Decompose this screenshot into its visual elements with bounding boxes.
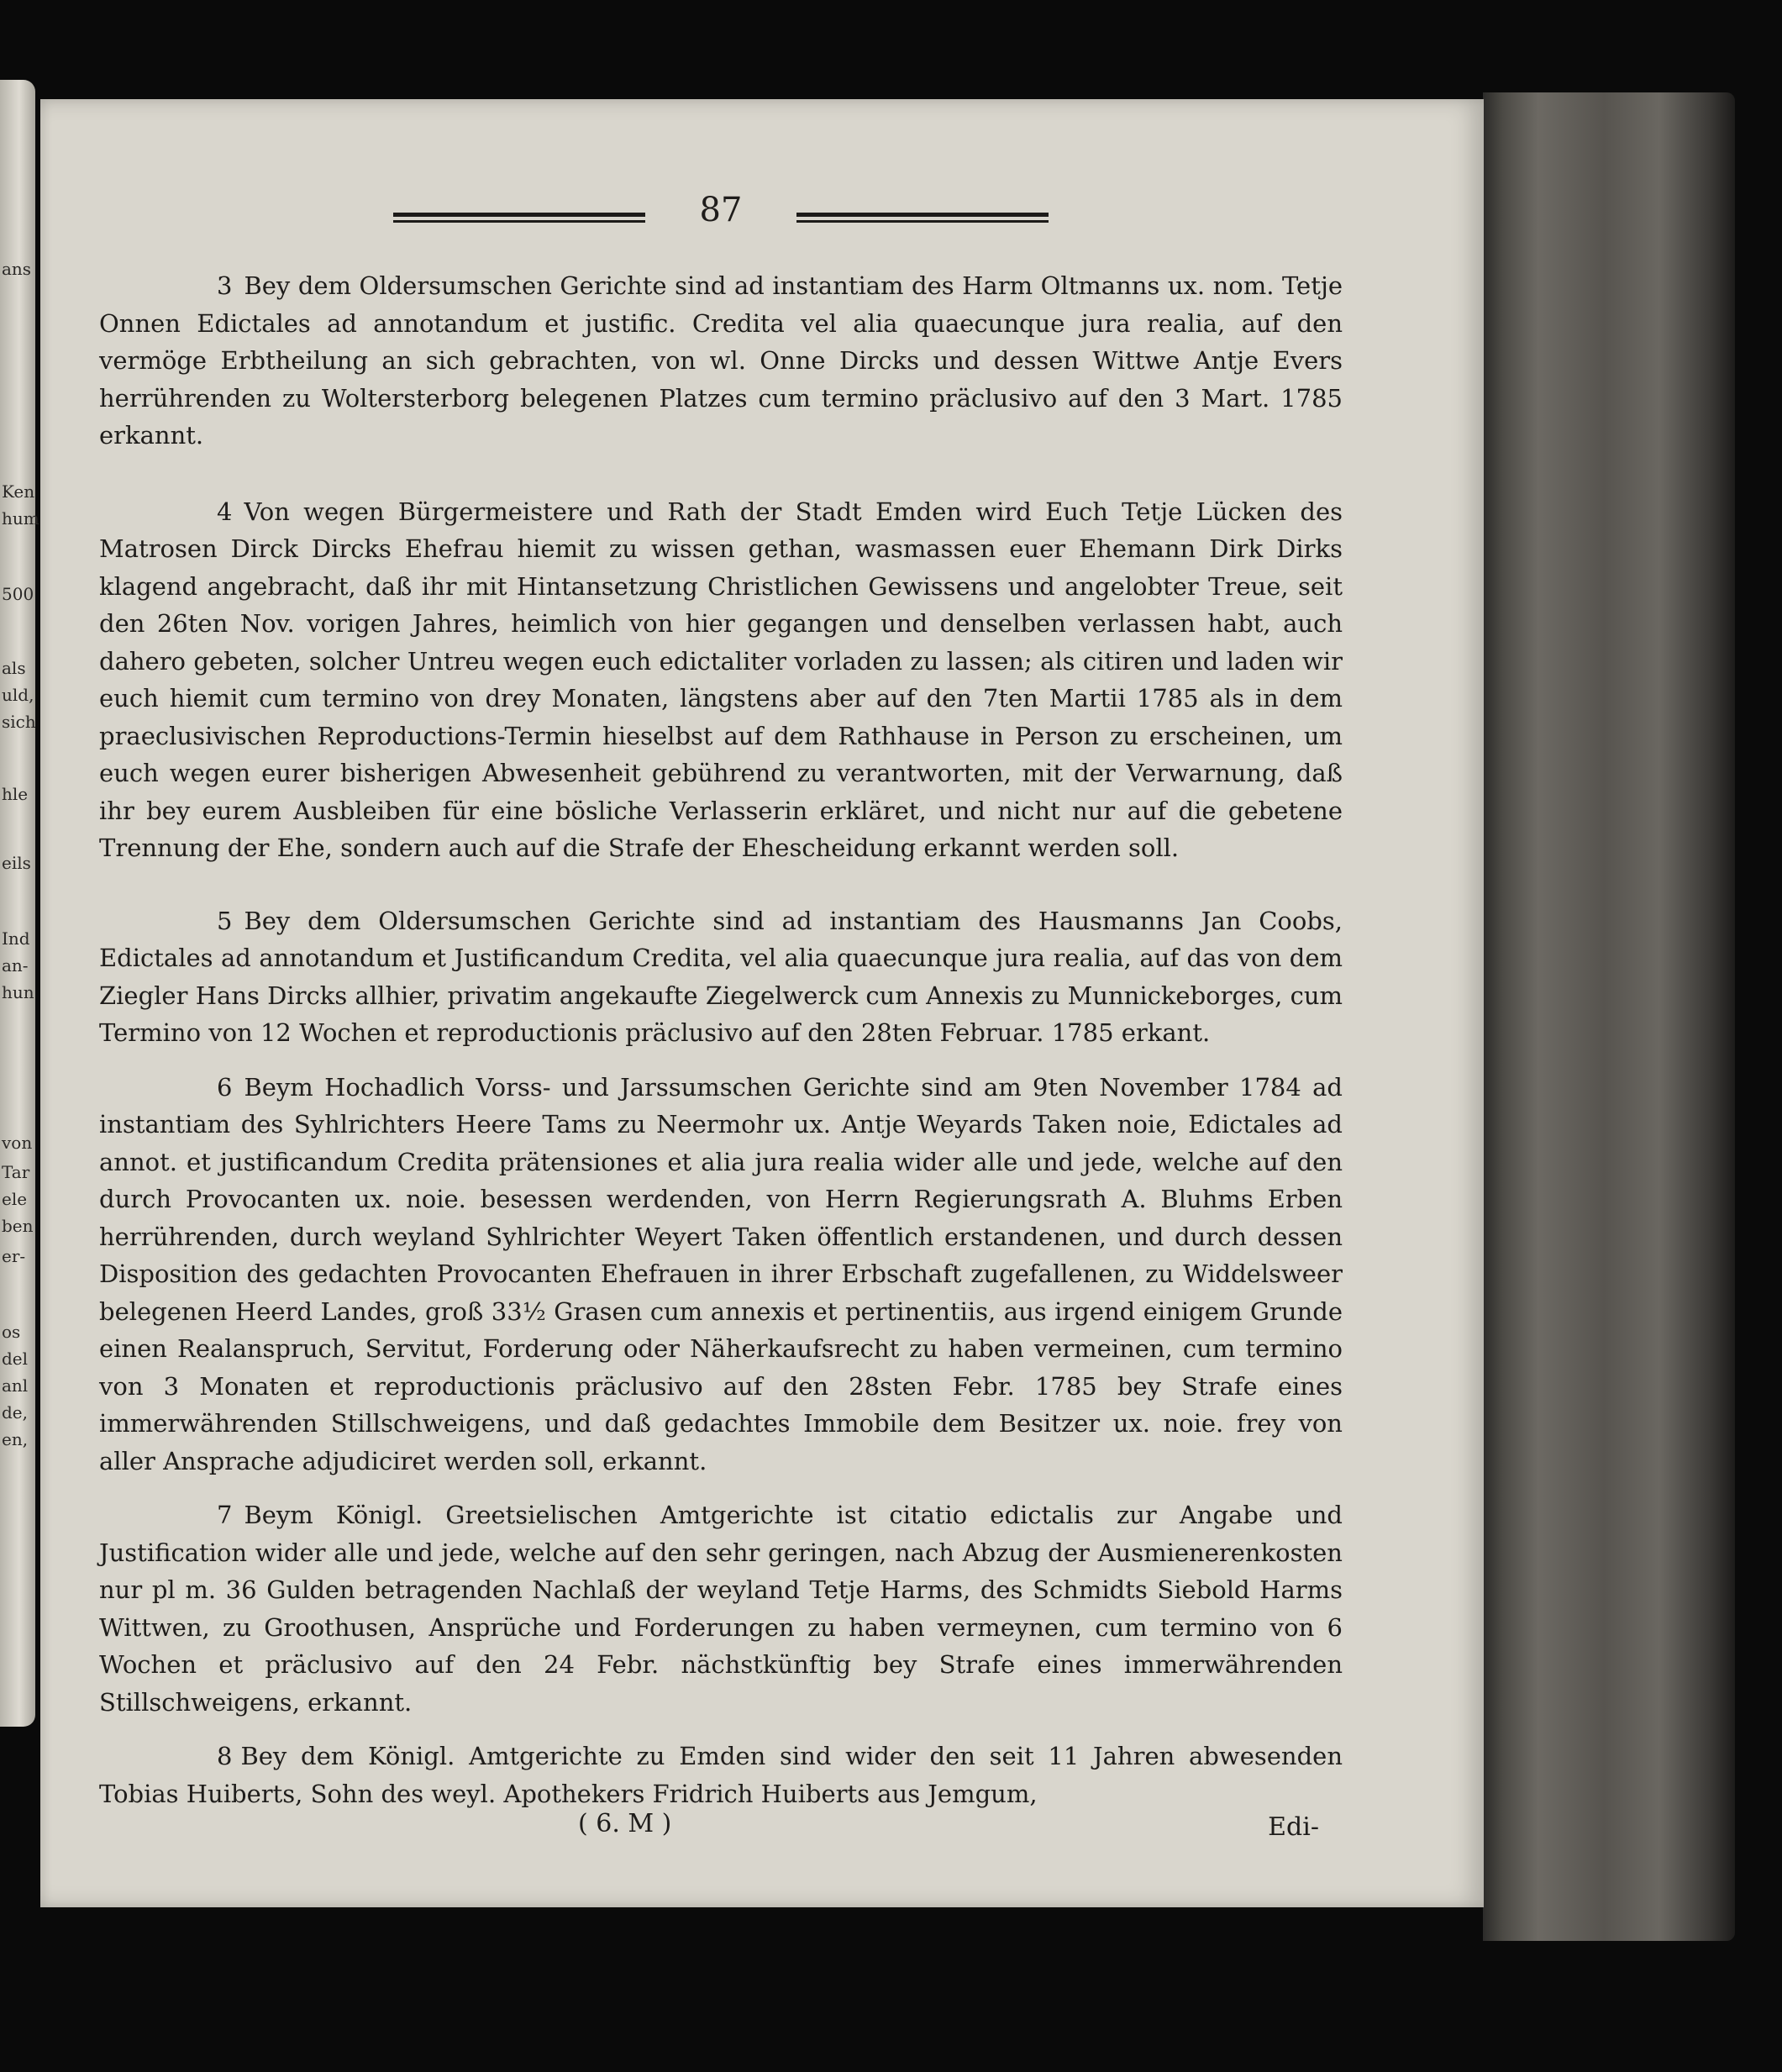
prev-page-fragment: 500 — [2, 584, 34, 604]
prev-page-fragment: eils — [2, 853, 31, 873]
entry-number: 5 — [217, 906, 233, 935]
prev-page-fragment: er- — [2, 1246, 26, 1266]
prev-page-fragment: ele — [2, 1189, 28, 1209]
prev-page-fragment: uld, — [2, 685, 34, 705]
page-footer — [578, 1809, 1334, 1851]
entry-7 — [99, 1496, 1343, 1721]
header-rule-right — [796, 213, 1049, 224]
prev-page-fragment: von — [2, 1133, 33, 1153]
entry-number: 8 — [217, 1742, 233, 1770]
catchword: Edi- — [1268, 1812, 1319, 1842]
prev-page-fragment: ben — [2, 1216, 34, 1236]
prev-page-fragment: ans — [2, 259, 32, 279]
book-spine-edge — [1483, 92, 1735, 1941]
prev-page-fragment: hum — [2, 508, 39, 529]
prev-page-fragment: os — [2, 1322, 21, 1342]
prev-page-fragment: Ken — [2, 481, 35, 502]
prev-page-fragment: en, — [2, 1429, 29, 1449]
prev-page-fragment: hun — [2, 982, 34, 1002]
entry-5 — [99, 902, 1343, 1052]
entry-3 — [99, 267, 1343, 455]
prev-page-fragment: hle — [2, 784, 29, 804]
entry-4 — [99, 493, 1343, 867]
entry-number: 3 — [217, 271, 233, 300]
text-body — [99, 267, 1343, 1812]
page-number: 87 — [699, 191, 743, 229]
entry-text: Von wegen Bürgermeistere und Rath der Stadt Emden wird Euch Tetje Lücken des Matrosen Dirck Dircks Ehefrau hiemit zu wissen gethan, wasmassen euer Ehemann Dirk Dirks klagend angebracht, daß ihr mit Hintansetzung Christlichen Gewissens und angelobter Treue, seit den 26ten Nov. vorigen Jahres, heimlich von hier gegangen und denselben verlassen habt, auch dahero gebeten, solcher Untreu wegen euch edictaliter vorladen zu lassen; als citiren und laden wir euch hiemit cum termino von drey Monaten, längstens aber auf den 7ten Martii 1785 als in dem praeclusivischen Reproductions-Termin hieselbst auf dem Rathhause in Person zu erscheinen, um euch wegen eurer bisherigen Abwesenheit gebührend zu verantworten, mit der Verwarnung, daß ihr bey eurem Ausbleiben für eine bösliche Verlasserin erkläret, und nicht nur auf die gebetene Trennung der Ehe, sondern auch auf die Strafe der Ehescheidung erkannt werden soll. — [99, 497, 1343, 862]
prev-page-fragment: sich — [2, 712, 36, 732]
signature-mark: ( 6. M ) — [578, 1809, 672, 1838]
entry-text: Bey dem Oldersumschen Gerichte sind ad instantiam des Harm Oltmanns ux. nom. Tetje Onnen Edictales ad annotandum et justific. Credita vel alia quaecunque jura realia, auf den vermöge Erbtheilung an sich gebrachten, von wl. Onne Dircks und dessen Wittwe Antje Evers herrührenden zu Woltersterborg belegenen Platzes cum termino präclusivo auf den 3 Mart. 1785 erkannt. — [99, 271, 1343, 450]
entry-8 — [99, 1738, 1343, 1812]
prev-page-fragment: Ind — [2, 928, 30, 949]
prev-page-fragment: del — [2, 1349, 29, 1369]
entry-text: Beym Hochadlich Vorss- und Jarssumschen Gerichte sind am 9ten November 1784 ad instantiam des Syhlrichters Heere Tams zu Neermohr ux. Antje Weyards Taken noie, Edictales ad annot. et justificandum Credita prätensiones et alia jura realia wider alle und jede, welche auf den durch Provocanten ux. noie. besessen werdenden, von Herrn Regierungsrath A. Bluhms Erben herrührenden, durch weyland Syhlrichter Weyert Taken öffentlich erstandenen, und durch dessen Disposition des gedachten Provocanten Ehefrauen in ihrer Erbschaft zugefallenen, zu Widdelsweer belegenen Heerd Landes, groß 33½ Grasen cum annexis et pertinentiis, aus irgend einigem Grunde einen Realanspruch, Servitut, Forderung oder Näherkaufsrecht zu haben vermeinen, cum termino von 3 Monaten et reproductionis präclusivo auf den 28sten Febr. 1785 bey Strafe eines immerwährenden Stillschweigens, und daß gedachtes Immobile dem Besitzer ux. noie. frey von aller Ansprache adjudiciret werden soll, erkannt. — [99, 1072, 1343, 1475]
entry-number: 7 — [217, 1501, 233, 1529]
prev-page-fragment: anl — [2, 1375, 29, 1396]
entry-text: Beym Königl. Greetsielischen Amtgerichte ist citatio edictalis zur Angabe und Justification wider alle und jede, welche auf den sehr geringen, nach Abzug der Ausmienerenkosten nur pl m. 36 Gulden betragenden Nachlaß der weyland Tetje Harms, des Schmidts Siebold Harms Wittwen, zu Groothusen, Ansprüche und Forderungen zu haben vermeynen, cum termino von 6 Wochen et präclusivo auf den 24 Febr. nächstkünftig bey Strafe eines immerwährenden Stillschweigens, erkannt. — [99, 1501, 1343, 1717]
entry-text: Bey dem Oldersumschen Gerichte sind ad instantiam des Hausmanns Jan Coobs, Edictales ad annotandum et Justificandum Credita, vel alia quaecunque jura realia, auf das von dem Ziegler Hans Dircks allhier, privatim angekaufte Ziegelwerck cum Annexis zu Munnickeborges, cum Termino von 12 Wochen et reproductionis präclusivo auf den 28ten Februar. 1785 erkant. — [99, 906, 1343, 1047]
prev-page-fragment: an- — [2, 955, 29, 976]
running-head — [393, 187, 1049, 246]
entry-number: 4 — [217, 497, 233, 526]
document-page — [40, 99, 1484, 1907]
previous-page-edge — [0, 80, 39, 1727]
prev-page-fragment: Tar — [2, 1162, 30, 1182]
entry-number: 6 — [217, 1072, 233, 1102]
entry-6 — [99, 1069, 1343, 1480]
prev-page-fragment: als — [2, 658, 26, 678]
entry-text: Bey dem Königl. Amtgerichte zu Emden sind wider den seit 11 Jahren abwesenden Tobias Huiberts, Sohn des weyl. Apothekers Fridrich Huiberts aus Jemgum, — [99, 1742, 1343, 1808]
header-rule-left — [393, 213, 645, 224]
prev-page-fragment: de, — [2, 1402, 28, 1423]
